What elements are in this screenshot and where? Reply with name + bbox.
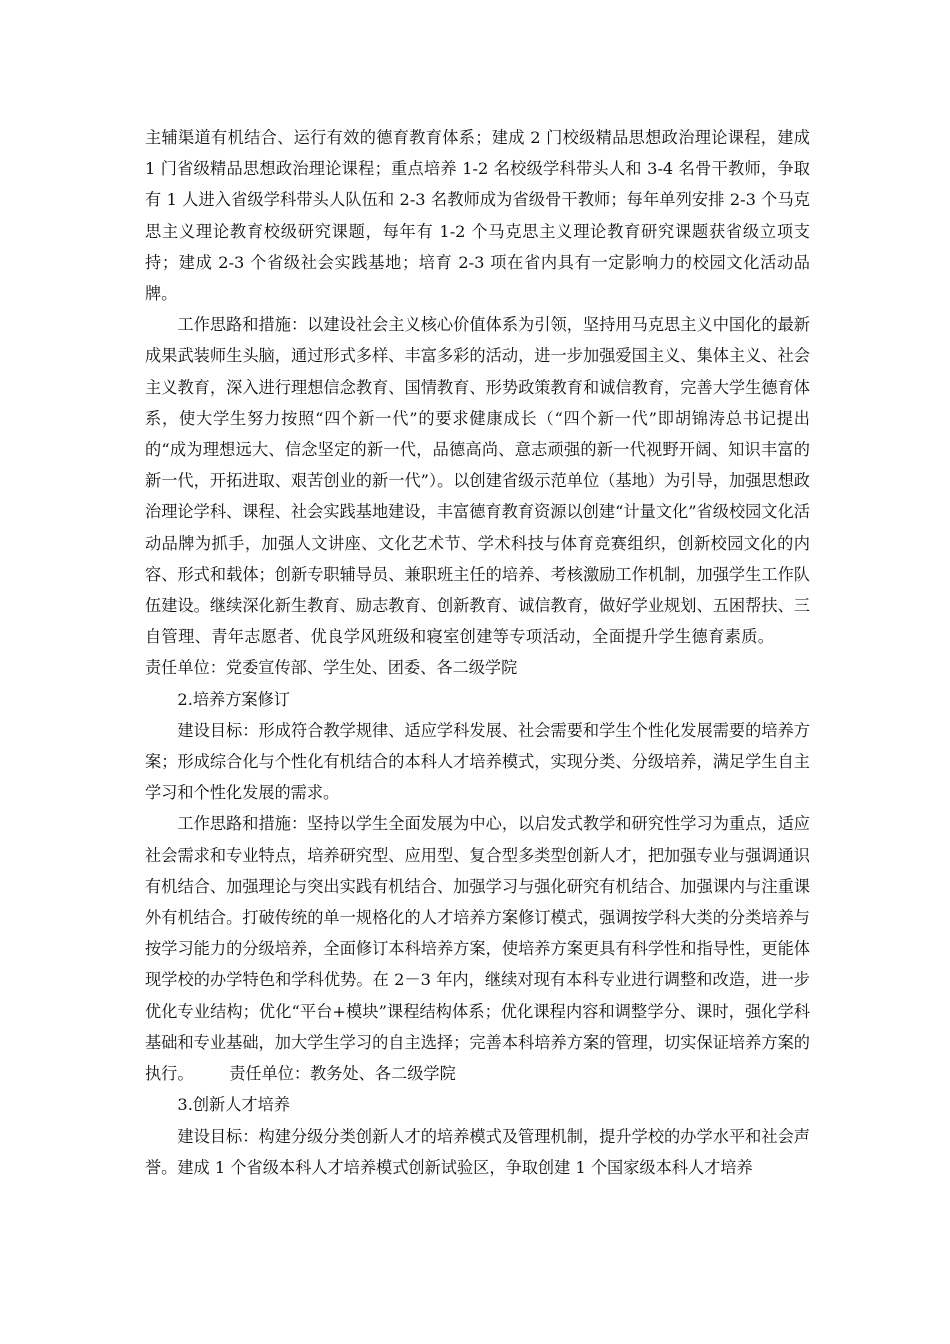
- document-body: [145, 122, 810, 1183]
- paragraph-moral-education-measures-text: 工作思路和措施：以建设社会主义核心价值体系为引领，坚持用马克思主义中国化的最新成果武装师生头脑，通过形式多样、丰富多彩的活动，进一步加强爱国主义、集体主义、社会主义教育，深入进行理想信念教育、国情教育、形势政策教育和诚信教育，完善大学生德育体系，使大学生努力按照“四个新一代”的要求健康成长（“四个新一代”即胡锦涛总书记提出的“成为理想远大、信念坚定的新一代，品德高尚、意志顽强的新一代视野开阔、知识丰富的新一代，开拓进取、艰苦创业的新一代”）。以创建省级示范单位（基地）为引导，加强思想政治理论学科、课程、社会实践基地建设，丰富德育教育资源以创建“计量文化”省级校园文化活动品牌为抓手，加强人文讲座、文化艺术节、学术科技与体育竞赛组织，创新校园文化的内容、形式和载体；创新专职辅导员、兼职班主任的培养、考核激励工作机制，加强学生工作队伍建设。继续深化新生教育、励志教育、创新教育、诚信教育，做好学业规划、五困帮扶、三自管理、青年志愿者、优良学风班级和寝室创建等专项活动，全面提升学生德育素质。: [145, 315, 810, 647]
- section-heading-training-plan: 2.培养方案修订: [177, 689, 290, 709]
- paragraph-innovative-talent-goals: 建设目标：构建分级分类创新人才的培养模式及管理机制，提升学校的办学水平和社会声誉。建成 1 个省级本科人才培养模式创新试验区，争取创建 1 个国家级本科人才培养: [145, 1126, 810, 1177]
- responsible-units-moral-education: 责任单位：党委宣传部、学生处、团委、各二级学院: [145, 658, 518, 678]
- paragraph-training-plan-measures: [145, 808, 810, 1089]
- paragraph-training-plan-goals: 建设目标：形成符合教学规律、适应学科发展、社会需要和学生个性化发展需要的培养方案；形成综合化与个性化有机结合的本科人才培养模式，实现分类、分级培养，满足学生自主学习和个性化发展的需求。: [145, 720, 810, 803]
- paragraph-training-plan-measures-text: 工作思路和措施：坚持以学生全面发展为中心，以启发式教学和研究性学习为重点，适应社会需求和专业特点，培养研究型、应用型、复合型多类型创新人才，把加强专业与强调通识有机结合、加强理论与突出实践有机结合、加强学习与强化研究有机结合、加强课内与注重课外有机结合。打破传统的单一规格化的人才培养方案修订模式，强调按学科大类的分类培养与按学习能力的分级培养，全面修订本科培养方案，使培养方案更具有科学性和指导性，更能体现学校的办学特色和学科优势。在 2－3 年内，继续对现有本科专业进行调整和改造，进一步优化专业结构；优化“平台+模块”课程结构体系；优化课程内容和调整学分、课时，强化学科基础和专业基础，加大学生学习的自主选择；完善本科培养方案的管理，切实保证培养方案的执行。: [145, 814, 810, 1084]
- responsible-units-training-plan: 责任单位：教务处、各二级学院: [229, 1064, 456, 1084]
- section-heading-innovative-talent: 3.创新人才培养: [177, 1095, 290, 1115]
- paragraph-moral-education-goals: 主辅渠道有机结合、运行有效的德育教育体系；建成 2 门校级精品思想政治理论课程，建成 1 门省级精品思想政治理论课程；重点培养 1-2 名校级学科带头人和 3-4 名骨干教师，争取有 1 人进入省级学科带头人队伍和 2-3 名教师成为省级骨干教师；每年单列安排 2-3 个马克思主义理论教育校级研究课题，每年有 1-2 个马克思主义理论教育研究课题获省级立项支持；建成 2-3 个省级社会实践基地；培育 2-3 项在省内具有一定影响力的校园文化活动品牌。: [145, 128, 810, 304]
- paragraph-moral-education-measures: [145, 309, 810, 683]
